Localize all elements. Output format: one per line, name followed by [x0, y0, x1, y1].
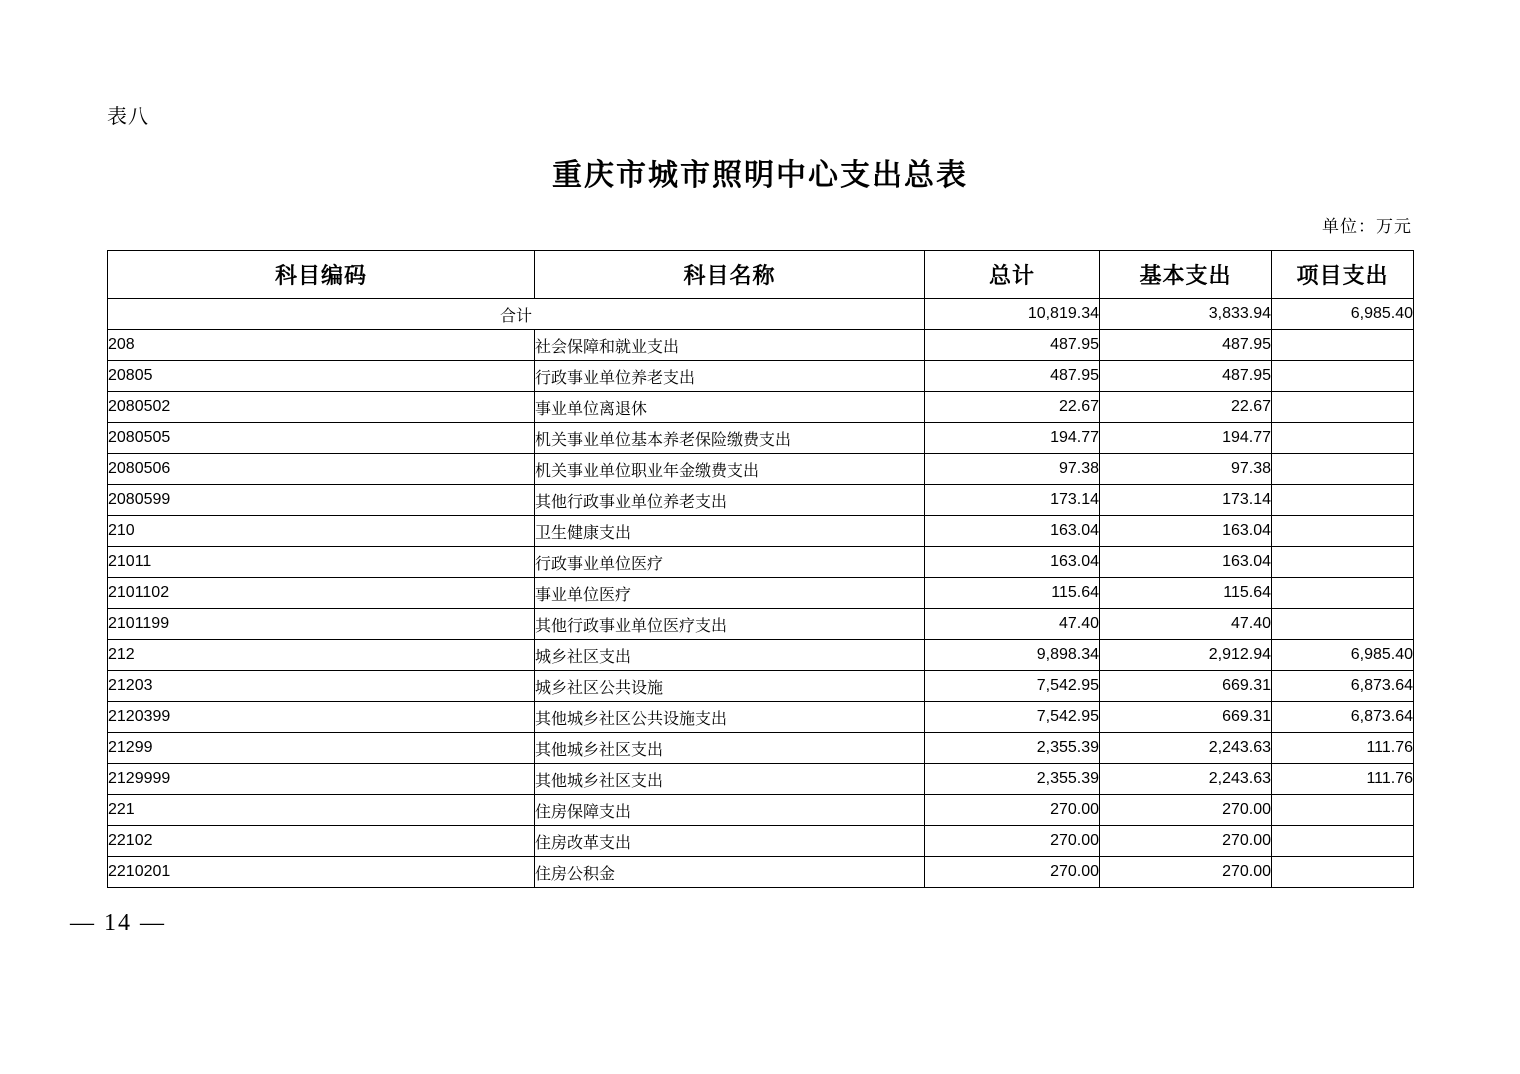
cell-total: 97.38 [925, 454, 1100, 485]
cell-project [1272, 547, 1414, 578]
cell-project: 6,873.64 [1272, 702, 1414, 733]
cell-name: 机关事业单位职业年金缴费支出 [535, 454, 925, 485]
table-row [108, 547, 1414, 578]
cell-code: 2080506 [108, 454, 535, 485]
cell-name: 其他城乡社区支出 [535, 764, 925, 795]
column-header-project: 项目支出 [1272, 251, 1414, 299]
table-row [108, 330, 1414, 361]
cell-code: 208 [108, 330, 535, 361]
cell-code: 2120399 [108, 702, 535, 733]
cell-total: 7,542.95 [925, 702, 1100, 733]
cell-code: 21011 [108, 547, 535, 578]
cell-basic: 163.04 [1100, 516, 1272, 547]
cell-name: 行政事业单位养老支出 [535, 361, 925, 392]
cell-total: 487.95 [925, 361, 1100, 392]
cell-project [1272, 857, 1414, 888]
table-row [108, 516, 1414, 547]
cell-code: 20805 [108, 361, 535, 392]
cell-project [1272, 330, 1414, 361]
cell-code: 221 [108, 795, 535, 826]
cell-total: 270.00 [925, 795, 1100, 826]
cell-total: 270.00 [925, 857, 1100, 888]
cell-project [1272, 795, 1414, 826]
cell-code: 2080502 [108, 392, 535, 423]
cell-project [1272, 485, 1414, 516]
table-label: 表八 [107, 106, 149, 128]
table-row [108, 640, 1414, 671]
cell-name: 其他城乡社区公共设施支出 [535, 702, 925, 733]
cell-total: 2,355.39 [925, 733, 1100, 764]
cell-basic: 669.31 [1100, 702, 1272, 733]
cell-basic: 487.95 [1100, 361, 1272, 392]
table-row [108, 671, 1414, 702]
table-row [108, 454, 1414, 485]
cell-total: 9,898.34 [925, 640, 1100, 671]
unit-note: 单位：万元 [1322, 217, 1412, 236]
table-row [108, 609, 1414, 640]
cell-code: 21203 [108, 671, 535, 702]
cell-name: 事业单位医疗 [535, 578, 925, 609]
cell-basic: 2,243.63 [1100, 764, 1272, 795]
summary-basic: 3,833.94 [1100, 299, 1272, 330]
cell-basic: 2,912.94 [1100, 640, 1272, 671]
summary-project: 6,985.40 [1272, 299, 1414, 330]
cell-basic: 669.31 [1100, 671, 1272, 702]
cell-name: 事业单位离退休 [535, 392, 925, 423]
cell-total: 487.95 [925, 330, 1100, 361]
cell-name: 其他城乡社区支出 [535, 733, 925, 764]
cell-name: 其他行政事业单位医疗支出 [535, 609, 925, 640]
cell-project: 6,873.64 [1272, 671, 1414, 702]
table-row [108, 392, 1414, 423]
column-header-code: 科目编码 [108, 251, 535, 299]
cell-basic: 194.77 [1100, 423, 1272, 454]
cell-project: 6,985.40 [1272, 640, 1414, 671]
summary-row [108, 299, 1414, 330]
page-number: — 14 — [70, 910, 166, 936]
table-body [108, 299, 1414, 888]
table-row [108, 764, 1414, 795]
table-header-row [108, 251, 1414, 299]
cell-project: 111.76 [1272, 733, 1414, 764]
cell-code: 21299 [108, 733, 535, 764]
cell-code: 2129999 [108, 764, 535, 795]
column-header-total: 总计 [925, 251, 1100, 299]
cell-code: 22102 [108, 826, 535, 857]
cell-total: 47.40 [925, 609, 1100, 640]
cell-code: 2101199 [108, 609, 535, 640]
cell-basic: 115.64 [1100, 578, 1272, 609]
cell-project [1272, 578, 1414, 609]
cell-name: 住房公积金 [535, 857, 925, 888]
cell-code: 2210201 [108, 857, 535, 888]
summary-label: 合计 [108, 299, 925, 330]
cell-total: 163.04 [925, 516, 1100, 547]
table-row [108, 423, 1414, 454]
cell-basic: 173.14 [1100, 485, 1272, 516]
cell-total: 194.77 [925, 423, 1100, 454]
table-row [108, 826, 1414, 857]
column-header-name: 科目名称 [535, 251, 925, 299]
cell-name: 城乡社区公共设施 [535, 671, 925, 702]
cell-name: 城乡社区支出 [535, 640, 925, 671]
cell-total: 2,355.39 [925, 764, 1100, 795]
cell-basic: 270.00 [1100, 857, 1272, 888]
expenditure-table [107, 250, 1414, 888]
cell-code: 210 [108, 516, 535, 547]
cell-project [1272, 516, 1414, 547]
cell-name: 卫生健康支出 [535, 516, 925, 547]
cell-project: 111.76 [1272, 764, 1414, 795]
cell-basic: 487.95 [1100, 330, 1272, 361]
cell-project [1272, 609, 1414, 640]
cell-name: 其他行政事业单位养老支出 [535, 485, 925, 516]
page-title: 重庆市城市照明中心支出总表 [552, 159, 968, 192]
table-row [108, 702, 1414, 733]
cell-name: 行政事业单位医疗 [535, 547, 925, 578]
table-row [108, 361, 1414, 392]
cell-total: 270.00 [925, 826, 1100, 857]
cell-basic: 270.00 [1100, 795, 1272, 826]
cell-basic: 2,243.63 [1100, 733, 1272, 764]
cell-total: 115.64 [925, 578, 1100, 609]
summary-total: 10,819.34 [925, 299, 1100, 330]
cell-project [1272, 361, 1414, 392]
cell-total: 7,542.95 [925, 671, 1100, 702]
table-row [108, 733, 1414, 764]
cell-name: 住房改革支出 [535, 826, 925, 857]
cell-project [1272, 392, 1414, 423]
cell-name: 社会保障和就业支出 [535, 330, 925, 361]
cell-total: 22.67 [925, 392, 1100, 423]
table-row [108, 857, 1414, 888]
cell-name: 住房保障支出 [535, 795, 925, 826]
column-header-basic: 基本支出 [1100, 251, 1272, 299]
cell-project [1272, 423, 1414, 454]
cell-name: 机关事业单位基本养老保险缴费支出 [535, 423, 925, 454]
cell-basic: 270.00 [1100, 826, 1272, 857]
cell-total: 163.04 [925, 547, 1100, 578]
cell-code: 2101102 [108, 578, 535, 609]
cell-code: 212 [108, 640, 535, 671]
table-row [108, 485, 1414, 516]
cell-project [1272, 826, 1414, 857]
cell-basic: 163.04 [1100, 547, 1272, 578]
table-row [108, 795, 1414, 826]
cell-basic: 22.67 [1100, 392, 1272, 423]
cell-project [1272, 454, 1414, 485]
cell-basic: 97.38 [1100, 454, 1272, 485]
cell-total: 173.14 [925, 485, 1100, 516]
cell-basic: 47.40 [1100, 609, 1272, 640]
table-row [108, 578, 1414, 609]
cell-code: 2080505 [108, 423, 535, 454]
cell-code: 2080599 [108, 485, 535, 516]
